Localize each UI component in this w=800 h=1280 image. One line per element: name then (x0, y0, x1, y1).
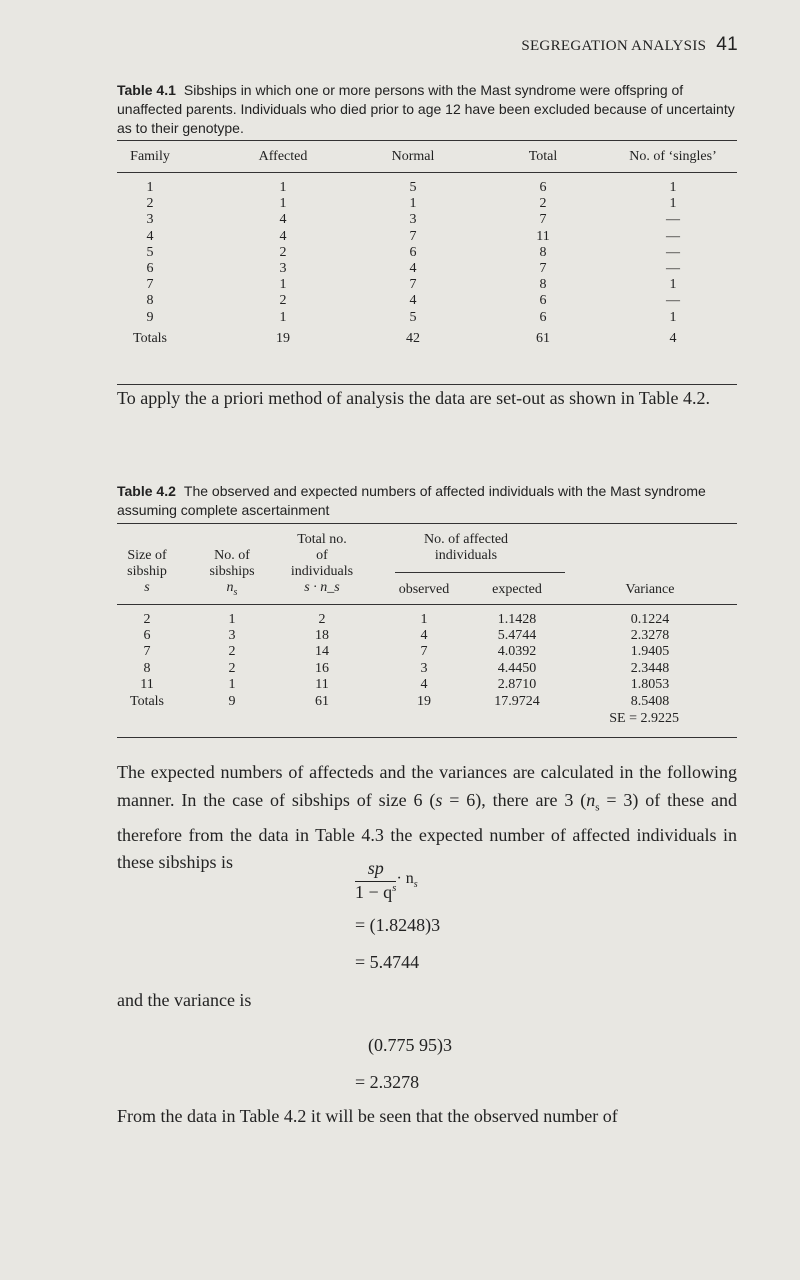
table1-cell: 1 (669, 277, 677, 293)
header-group-rule (395, 572, 565, 573)
header-observed: observed (398, 582, 450, 597)
table1-cell: 8 (146, 293, 154, 309)
table1-header: Family (130, 149, 170, 164)
table2-cell: 2 (228, 660, 236, 676)
table2-cell: 4.4450 (497, 660, 537, 676)
table1-cell: 1 (279, 180, 287, 195)
paragraph-1: To apply the a priori method of analysis the data are set-out as shown in Table 4.2. (117, 388, 710, 408)
table2-cell: 14 (315, 644, 329, 660)
header-variance: Variance (625, 582, 675, 597)
table1-total-cell: 61 (536, 331, 550, 346)
table1-header: Total (528, 149, 558, 164)
table1-caption-text: Sibships in which one or more persons with the Mast syndrome were offspring of unaffected parents. Individuals who died prior to age 12 have been excluded because of uncertainty as to their genotype. (117, 82, 735, 136)
table2-cell: 6 (143, 628, 151, 644)
table2-cell: 2 (228, 644, 236, 660)
table1-total-cell: Totals (132, 331, 168, 346)
table2-total-cell: Totals (129, 694, 165, 709)
table1-cell: — (666, 212, 680, 228)
standard-error: SE = 2.9225 (609, 711, 679, 726)
header-size-of-sibship: Size of sibship s (127, 548, 167, 595)
table1-header: Affected (258, 149, 308, 164)
table1-cell: — (666, 293, 680, 309)
table1-cell: — (666, 228, 680, 244)
table2-cell: 7 (420, 644, 428, 660)
table2-cell: 2.8710 (497, 676, 537, 692)
header-total-symbol: s · n_s (304, 580, 340, 595)
table1-cell: 6 (539, 309, 547, 325)
table1-cell: 4 (409, 261, 417, 276)
table1-cell: 1 (409, 196, 417, 212)
table1-cell: 1 (279, 196, 287, 212)
table1-cell: 2 (279, 293, 287, 309)
header-total-individuals: Total no. of individuals s · n_s (290, 532, 354, 595)
table1-cell: 4 (409, 293, 417, 309)
table2-caption-text: The observed and expected numbers of affected individuals with the Mast syndrome assuming complete ascertainment (117, 483, 706, 518)
table1-label: Table 4.1 (117, 82, 176, 98)
table1-cell: 8 (539, 277, 547, 293)
variance-step1: (0.775 95)3 (368, 1035, 452, 1055)
table1-cell: 6 (539, 293, 547, 309)
table2-header-rule (117, 604, 737, 605)
table2-cell: 2 (318, 612, 326, 627)
table2-cell: 3 (420, 660, 428, 676)
table2-cell: 1 (228, 676, 236, 692)
running-head-title: SEGREGATION ANALYSIS (521, 38, 707, 54)
table2-label: Table 4.2 (117, 483, 176, 499)
table2-cell: 8 (143, 660, 151, 676)
page-number: 41 (716, 34, 738, 55)
table1-header: No. of ‘singles’ (629, 149, 717, 164)
table2-cell: 1.1428 (497, 612, 537, 627)
table1-cell: 3 (279, 261, 287, 276)
table1-cell: — (666, 261, 680, 276)
table1-cell: 7 (146, 277, 154, 293)
paragraph-3: From the data in Table 4.2 it will be seen that the observed number of (117, 1106, 618, 1126)
table2-total-cell: 61 (315, 694, 329, 709)
expected-step2: = 5.4744 (355, 952, 420, 972)
table2-cell: 1.9405 (630, 644, 670, 660)
table2-cell: 5.4744 (497, 628, 537, 644)
table1-cell: 1 (669, 196, 677, 212)
table1-cell: 2 (279, 244, 287, 260)
table1-cell: 5 (409, 309, 417, 325)
table2-cell: 1 (228, 612, 236, 627)
table1-cell: 11 (536, 228, 550, 244)
table2-cell: 1 (420, 612, 428, 627)
table2-cell: 4 (420, 676, 428, 692)
table2-cell: 18 (315, 628, 329, 644)
paragraph-2: The expected numbers of affecteds and the variances are calculated in the following manner. In the case of sibships of size 6 (s = 6), there are 3 $(n_s = 3)$ of these and therefore from the data in Table 4.3 the expected number of affected individuals in these sibships is (117, 762, 737, 873)
table2-cell: 0.1224 (630, 612, 670, 627)
table1-total-cell: 42 (406, 331, 420, 346)
table1-cell: 7 (539, 261, 547, 276)
table1-total-cell: 19 (276, 331, 290, 346)
header-expected: expected (492, 582, 542, 597)
table1-cell: 2 (539, 196, 547, 212)
table1-cell: 1 (279, 309, 287, 325)
table2-cell: 11 (315, 676, 329, 692)
table1-total-cell: 4 (669, 331, 677, 346)
table1-cell: 1 (146, 180, 154, 195)
table1-cell: 3 (409, 212, 417, 228)
table1-cell: 6 (539, 180, 547, 195)
header-no-affected: No. of affected individuals (423, 532, 509, 563)
table1-cell: 3 (146, 212, 154, 228)
table1-cell: — (666, 244, 680, 260)
table2-cell: 2 (143, 612, 151, 627)
table2-bottom-rule (117, 737, 737, 738)
table2-cell: 3 (228, 628, 236, 644)
table2-total-cell: 17.9724 (494, 694, 540, 709)
table2-cell: 1.8053 (630, 676, 670, 692)
header-no-of-sibships: No. of sibships $n_s$ (209, 548, 255, 598)
expected-step1: = (1.8248)3 (355, 915, 441, 935)
table1-cell: 5 (409, 180, 417, 195)
table1-cell: 4 (279, 228, 287, 244)
table2-cell: 4.0392 (497, 644, 537, 660)
table1-cell: 7 (409, 228, 417, 244)
table2-cell: 2.3448 (630, 660, 670, 676)
table1-cell: 7 (409, 277, 417, 293)
table1-header: Normal (391, 149, 435, 164)
table1-cell: 2 (146, 196, 154, 212)
variance-intro: and the variance is (117, 990, 252, 1010)
table1-cell: 6 (146, 261, 154, 276)
table2-cell: 2.3278 (630, 628, 670, 644)
table1-cell: 1 (669, 309, 677, 325)
table2-cell: 7 (143, 644, 151, 660)
table1-cell: 7 (539, 212, 547, 228)
table2-total-cell: 19 (417, 694, 431, 709)
variance-step2: = 2.3278 (355, 1072, 420, 1092)
table1-cell: 4 (279, 212, 287, 228)
expected-formula: $\frac{sp}{1 - q^s}$ · $n_s$ (355, 858, 418, 902)
table1-cell: 1 (279, 277, 287, 293)
table1-cell: 1 (669, 180, 677, 195)
table2-total-cell: 9 (228, 694, 236, 709)
table1-cell: 5 (146, 244, 154, 260)
table1-cell: 9 (146, 309, 154, 325)
table1-cell: 4 (146, 228, 154, 244)
table2-total-cell: 8.5408 (630, 694, 670, 709)
table1-cell: 8 (539, 244, 547, 260)
table2-cell: 16 (315, 660, 329, 676)
table2-cell: 11 (140, 676, 154, 692)
table1-cell: 6 (409, 244, 417, 260)
table2-cell: 4 (420, 628, 428, 644)
